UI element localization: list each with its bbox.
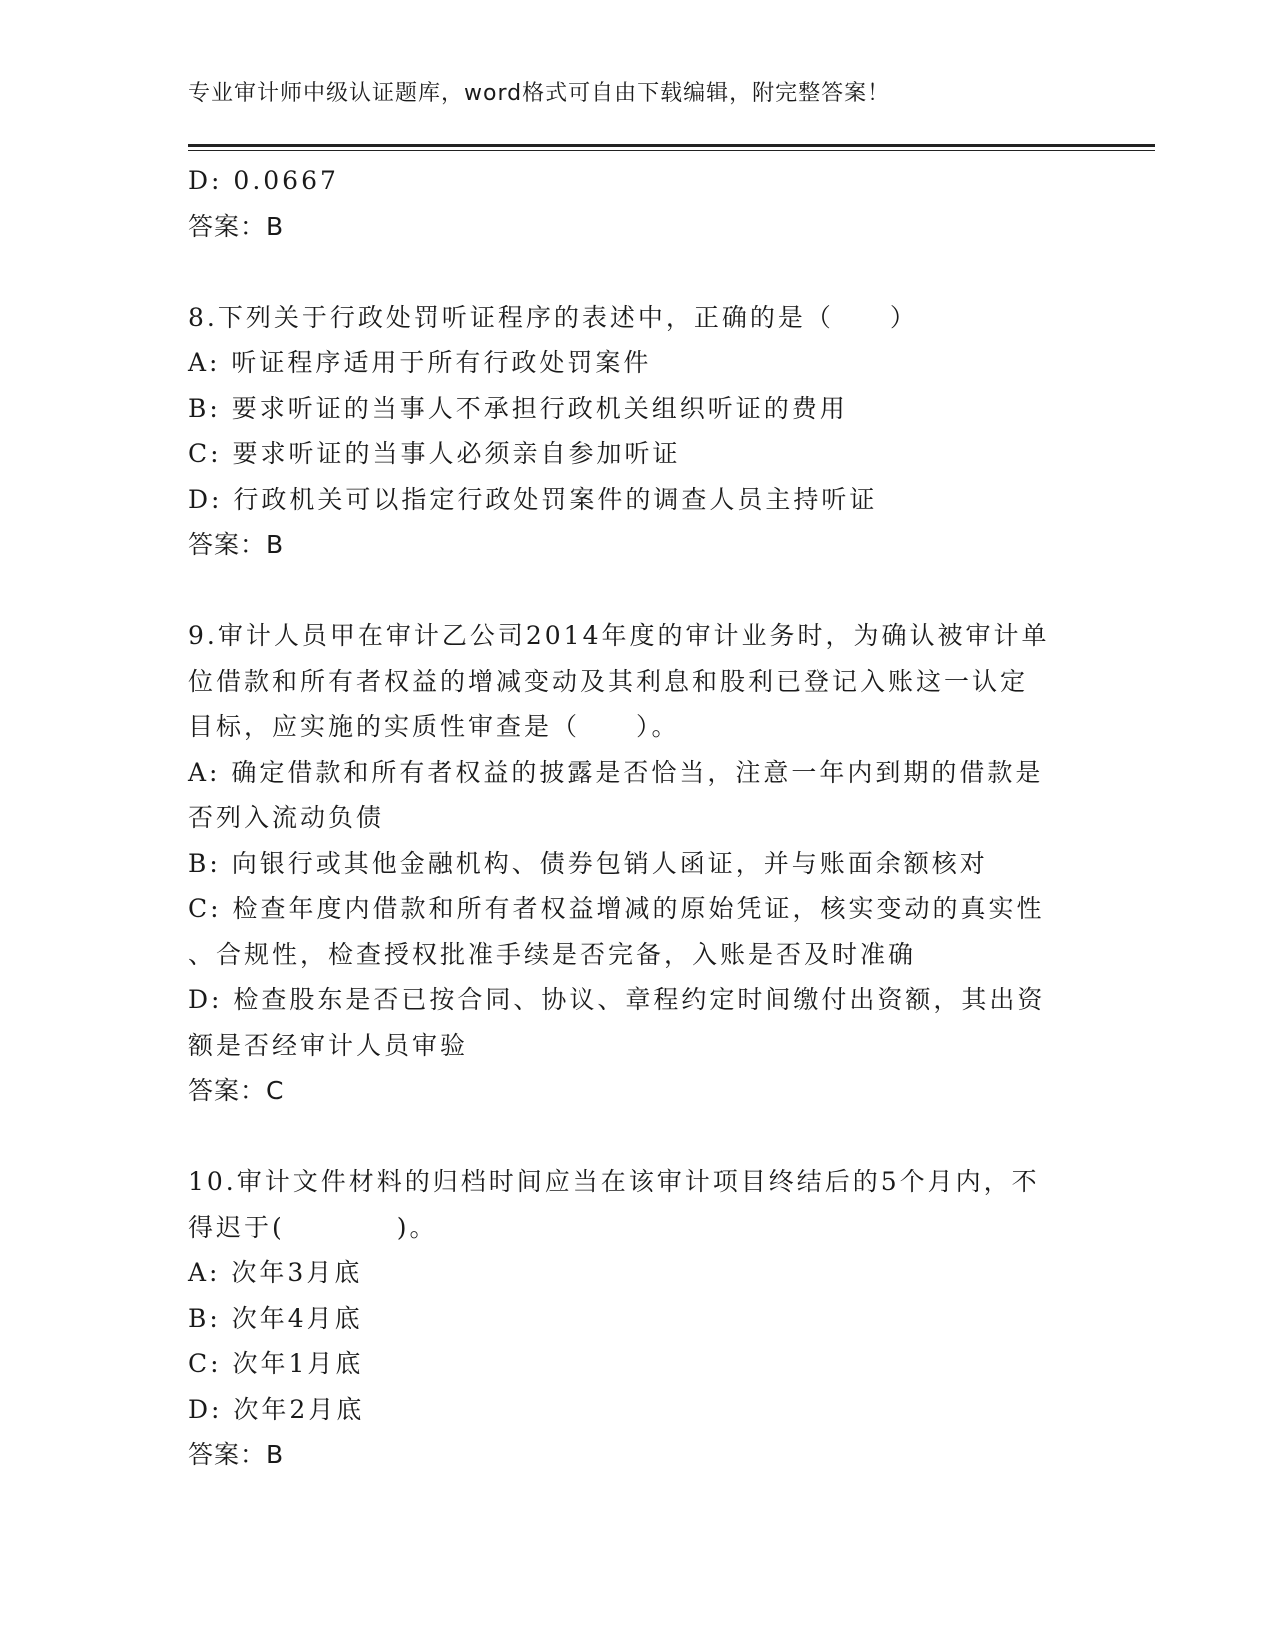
document-body	[188, 158, 1088, 1478]
header-rule-thin	[188, 150, 1155, 151]
option-line: C: 检查年度内借款和所有者权益增减的原始凭证，核实变动的真实性	[188, 894, 1045, 923]
option-line: A: 确定借款和所有者权益的披露是否恰当，注意一年内到期的借款是	[188, 757, 1044, 787]
option-line: D: 检查股东是否已按合同、协议、章程约定时间缴付出资额，其出资	[188, 985, 1046, 1014]
option-line: D: 行政机关可以指定行政处罚案件的调查人员主持听证	[188, 484, 878, 514]
question-list	[188, 249, 1088, 1478]
option-line: A: 听证程序适用于所有行政处罚案件	[188, 348, 652, 377]
question-stem-line: 目标，应实施的实质性审查是（ ）。	[188, 712, 680, 741]
page-header: 专业审计师中级认证题库，word格式可自由下载编辑，附完整答案！	[188, 81, 891, 106]
option-line: 额是否经审计人员审验	[188, 1030, 469, 1060]
question-spacer	[188, 1114, 1088, 1160]
question-stem-line: 位借款和所有者权益的增减变动及其利息和股利已登记入账这一认定	[188, 666, 1029, 696]
question-block	[188, 295, 1088, 568]
prev-option-d: D: 0.0667	[188, 166, 339, 195]
question-spacer	[188, 568, 1088, 614]
option-line: B: 次年4月底	[188, 1303, 363, 1333]
option-line: D: 次年2月底	[188, 1394, 365, 1424]
answer-line: 答案：B	[188, 530, 285, 559]
answer-line: 答案：C	[188, 1076, 285, 1105]
option-line: B: 要求听证的当事人不承担行政机关组织听证的费用	[188, 393, 848, 423]
question-block	[188, 613, 1088, 1114]
question-stem-line: 10.审计文件材料的归档时间应当在该审计项目终结后的5个月内，不	[188, 1167, 1040, 1196]
header-rule-thick	[188, 144, 1155, 147]
answer-line: 答案：B	[188, 1440, 285, 1469]
option-line: 否列入流动负债	[188, 803, 385, 832]
option-line: 、合规性，检查授权批准手续是否完备，入账是否及时准确	[188, 939, 917, 969]
option-line: C: 要求听证的当事人必须亲自参加听证	[188, 439, 681, 468]
question-stem-line: 得迟于( )。	[188, 1212, 438, 1242]
question-stem-line: 9.审计人员甲在审计乙公司2014年度的审计业务时，为确认被审计单	[188, 621, 1050, 650]
option-line: B: 向银行或其他金融机构、债券包销人函证，并与账面余额核对	[188, 848, 988, 878]
prev-answer: 答案：B	[188, 211, 285, 241]
question-spacer	[188, 249, 1088, 295]
question-block	[188, 1159, 1088, 1478]
option-line: A: 次年3月底	[188, 1258, 363, 1287]
question-stem-line: 8.下列关于行政处罚听证程序的表述中，正确的是（ ）	[188, 302, 918, 332]
option-line: C: 次年1月底	[188, 1349, 364, 1378]
